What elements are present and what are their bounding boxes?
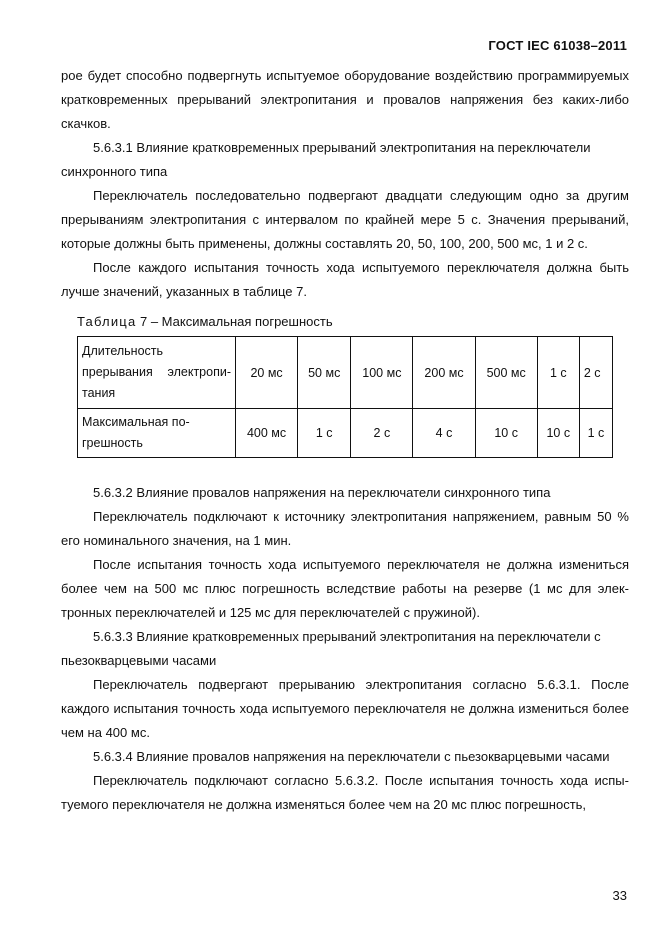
table-cell: 1 с bbox=[579, 409, 612, 458]
table-cell: 4 с bbox=[413, 409, 475, 458]
table-cell: 10 с bbox=[537, 409, 579, 458]
max-error-table bbox=[77, 336, 613, 458]
table-row-max-error bbox=[78, 409, 613, 458]
section-heading-5-6-3-3: 5.6.3.3 Влияние кратковременных прерываний электропитания на переключатели с пьезокварцевыми часами bbox=[61, 629, 601, 668]
table-row-header-duration: Длительность прерывания электропитания bbox=[78, 337, 236, 409]
table-cell: 2 с bbox=[351, 409, 413, 458]
table-cell: 20 мс bbox=[236, 337, 298, 409]
table-cell: 10 с bbox=[475, 409, 537, 458]
table-row-duration bbox=[78, 337, 613, 409]
table-cell: 400 мс bbox=[236, 409, 298, 458]
table-cell: 1 с bbox=[298, 409, 351, 458]
paragraph-accuracy: После каждого испытания точность хода испытуемого переключателя должна быть лучше значений, указанных в таблице 7. bbox=[61, 260, 629, 299]
table-caption bbox=[77, 314, 333, 329]
paragraph-interruptions: Переключатель последовательно подвергают двадцати следующим одно за другим прерываниям электропитания с интервалом по крайней мере 5 с. Значения прерываний, которые должны быть применены, должны составлять 20, 50, 100, 200, 500 мс, 1 и 2 с. bbox=[61, 188, 629, 251]
paragraph-continuation: рое будет способно подвергнуть испытуемое оборудование воздействию программируемых кратковременных прерываний электропитания и провалов напряжения без каких-либо скачков. bbox=[61, 68, 629, 131]
body-text-bottom bbox=[61, 481, 629, 817]
page-number: 33 bbox=[612, 888, 627, 903]
document-code-header: ГОСТ IEC 61038–2011 bbox=[488, 38, 627, 53]
table-cell: 200 мс bbox=[413, 337, 475, 409]
table-cell: 50 мс bbox=[298, 337, 351, 409]
paragraph-400ms: Переключатель подвергают прерыванию электропитания согласно 5.6.3.1. После каждого испытания точность хода испытуемого переключателя не должна измениться более чем на 400 мс. bbox=[61, 677, 629, 740]
table-cell: 100 мс bbox=[351, 337, 413, 409]
section-heading-5-6-3-2: 5.6.3.2 Влияние провалов напряжения на переключатели синхронного типа bbox=[93, 485, 551, 500]
section-heading-5-6-3-1: 5.6.3.1 Влияние кратковременных прерываний электропитания на переключатели синхронного типа bbox=[61, 140, 591, 179]
table-caption-text: 7 – Максимальная погрешность bbox=[136, 314, 333, 329]
table-cell: 2 с bbox=[579, 337, 612, 409]
body-text-top bbox=[61, 64, 629, 304]
table-cell: 500 мс bbox=[475, 337, 537, 409]
table-caption-label: Таблица bbox=[77, 314, 137, 329]
table-cell: 1 с bbox=[537, 337, 579, 409]
section-heading-5-6-3-4: 5.6.3.4 Влияние провалов напряжения на переключатели с пьезокварцевыми часами bbox=[93, 749, 610, 764]
paragraph-20ms: Переключатель подключают согласно 5.6.3.2. После испытания точность хода испытуемого переключателя не должна изменяться более чем на 20 мс плюс погрешность, bbox=[61, 773, 629, 812]
paragraph-500ms: После испытания точность хода испытуемого переключателя не должна измениться более чем на 500 мс плюс погрешность вследствие работы на резерве (1 мс для электронных переключателей и 125 мс для переключателей с пружиной). bbox=[61, 557, 629, 620]
table-row-header-max-error: Максимальная погрешность bbox=[78, 409, 236, 458]
paragraph-voltage-50: Переключатель подключают к источнику электропитания напряжением, равным 50 % его номинального значения, на 1 мин. bbox=[61, 509, 629, 548]
